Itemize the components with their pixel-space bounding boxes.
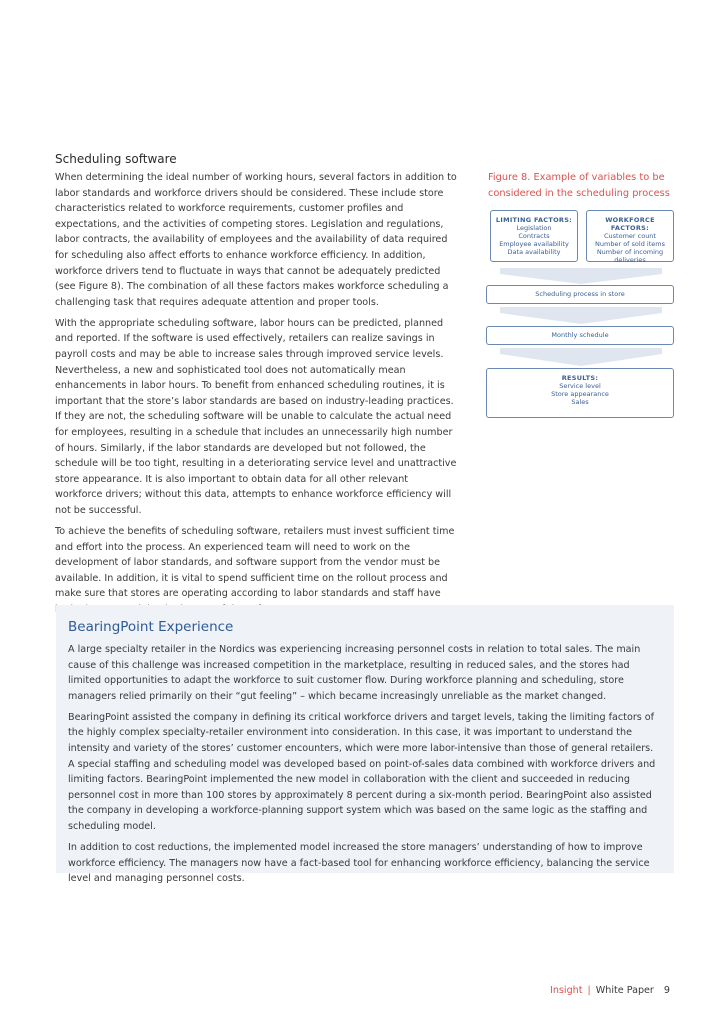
section-title: Scheduling software [55, 152, 177, 166]
limiting-factor-item: Contracts [518, 232, 550, 240]
result-item: Service level [559, 382, 601, 390]
result-item: Sales [571, 398, 589, 406]
workforce-factor-item: Customer count [604, 232, 656, 240]
footer-doc-type: White Paper [595, 985, 654, 996]
workforce-factor-item: Number of incoming [596, 248, 664, 256]
monthly-schedule-box: Monthly schedule [486, 326, 674, 345]
limiting-factors-box [490, 210, 578, 262]
results-box [486, 368, 674, 418]
page-footer [550, 985, 670, 996]
result-item: Store appearance [551, 390, 609, 398]
limiting-factors-heading: LIMITING FACTORS: [495, 216, 573, 224]
workforce-factor-item: deliveries [614, 256, 646, 264]
footer-insight: Insight [550, 985, 583, 996]
callout-paragraph: In addition to cost reductions, the implemented model increased the store managers’ understanding of how to improve workforce efficiency. The managers now have a fact-based tool for enhancing workforce efficiency, balancing the service level and managing personnel costs. [68, 842, 650, 885]
workforce-factors-heading: WORKFORCE FACTORS: [605, 216, 655, 232]
results-heading: RESULTS: [561, 374, 599, 382]
limiting-factor-item: Legislation [516, 224, 552, 232]
figure-caption: Figure 8. Example of variables to be considered in the scheduling process [488, 172, 670, 199]
workforce-factors-box [586, 210, 674, 262]
scheduling-diagram [486, 208, 676, 438]
paragraph: With the appropriate scheduling software, labor hours can be predicted, planned and reported. If the software is used effectively, retailers can realize savings in payroll costs and may be able to increase sales through improved service levels. Nevertheless, a new and sophisticated tool does not automatically mean enhancements in labor hours. To benefit from enhanced scheduling routines, it is important that the store’s labor standards are based on industry-leading practices. If they are not, the scheduling software will be unable to calculate the actual need for employees, resulting in a schedule that includes an unnecessarily high number of hours. Similarly, if the labor standards are developed but not followed, the schedule will be too tight, resulting in a deteriorating service level and unattractive store appearance. It is also important to obtain data for all other relevant workforce drivers; without this data, attempts to enhance workforce efficiency will not be successful. [55, 317, 457, 516]
callout-title: BearingPoint Experience [68, 619, 234, 635]
limiting-factor-item: Data availability [507, 248, 561, 256]
callout-paragraph: A large specialty retailer in the Nordics was experiencing increasing personnel costs in relation to total sales. The main cause of this challenge was increased competition in the marketplace, resulting in reduced sales, and the stores had limited opportunities to adapt the workforce to suit customer flow. During workforce planning and scheduling, store managers relied primarily on their “gut feeling” – which became increasingly unreliable as the market changed. [68, 644, 641, 702]
page-number: 9 [663, 985, 670, 996]
bearingpoint-experience-callout [56, 605, 674, 885]
limiting-factor-item: Employee availability [499, 240, 569, 248]
body-text [55, 170, 457, 623]
scheduling-process-box: Scheduling process in store [486, 285, 674, 304]
arrow-to-process [500, 268, 662, 284]
arrow-to-results [500, 348, 662, 366]
workforce-factor-item: Number of sold items [595, 240, 665, 248]
arrow-to-monthly [500, 307, 662, 324]
callout-body [68, 642, 660, 892]
footer-separator: | [587, 985, 591, 996]
paragraph: When determining the ideal number of working hours, several factors in addition to labor standards and workforce drivers should be considered. These include store characteristics related to workforce requirements, customer profiles and expectations, and the activities of competing stores. Legislation and regulations, labor contracts, the availability of employees and the availability of data required for scheduling also affect efforts to enhance workforce efficiency. In addition, workforce drivers tend to fluctuate in ways that cannot be adequately predicted (see Figure 8). The combination of all these factors makes workforce scheduling a challenging task that requires adequate attention and proper tools. [55, 172, 457, 308]
paragraph: To achieve the benefits of scheduling software, retailers must invest sufficient time and effort into the process. An experienced team will need to work on the development of labor standards, and software support from the vendor must be available. In addition, it is vital to spend sufficient time on the rollout process and make sure that stores are operating according to labor standards and staff have [55, 526, 455, 600]
callout-paragraph: BearingPoint assisted the company in defining its critical workforce drivers and target levels, taking the limiting factors of the highly complex specialty-retailer environment into consideration. In this case, it was important to understand the intensity and variety of the stores’ customer encounters, which were more labor-intensive than those of general retailers. A special staffing and scheduling model was developed based on point-of-sales data combined with workforce drivers and limiting factors. BearingPoint implemented the new model in collaboration with the client and succeeded in reducing personnel cost in more than 100 stores by approximately 8 percent during a six-month period. BearingPoint also assisted the company in developing a workforce-planning support system which was based on the same logic as the staffing and scheduling model. [68, 711, 656, 833]
